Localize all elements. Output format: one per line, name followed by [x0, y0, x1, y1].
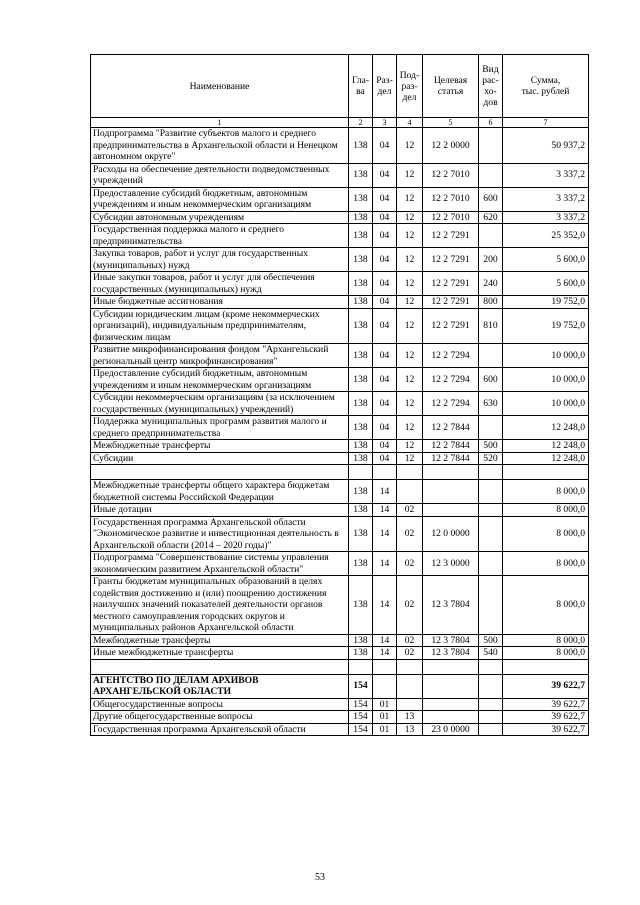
- subsection-cell: 12: [397, 272, 423, 296]
- expense-type-cell: 500: [479, 440, 503, 453]
- subsection-cell: [397, 698, 423, 711]
- table-body: [91, 128, 589, 736]
- expense-type-cell: [479, 416, 503, 440]
- chapter-cell: 154: [349, 711, 373, 724]
- chapter-cell: 154: [349, 723, 373, 736]
- chapter-cell: 154: [349, 674, 373, 698]
- section-cell: 04: [373, 368, 397, 392]
- subsection-cell: 12: [397, 344, 423, 368]
- expense-type-cell: [479, 723, 503, 736]
- empty-cell: [91, 465, 349, 480]
- chapter-cell: 138: [349, 187, 373, 211]
- target-article-cell: 12 2 7844: [423, 440, 479, 453]
- empty-cell: [503, 659, 589, 674]
- chapter-cell: 138: [349, 368, 373, 392]
- amount-cell: 10 000,0: [503, 392, 589, 416]
- target-article-cell: 12 2 7291: [423, 272, 479, 296]
- agency-heading-row: [91, 674, 589, 698]
- empty-cell: [397, 659, 423, 674]
- target-article-cell: [423, 711, 479, 724]
- section-cell: 14: [373, 647, 397, 660]
- chapter-cell: 138: [349, 416, 373, 440]
- subsection-cell: 12: [397, 187, 423, 211]
- page-number: 53: [315, 872, 325, 883]
- chapter-cell: 138: [349, 211, 373, 224]
- row-name-cell: Межбюджетные трансферты: [91, 440, 349, 453]
- target-article-cell: 12 2 7844: [423, 452, 479, 465]
- empty-cell: [423, 659, 479, 674]
- subsection-cell: 12: [397, 128, 423, 164]
- expense-type-cell: [479, 576, 503, 635]
- table-row: [91, 296, 589, 309]
- subsection-cell: 02: [397, 634, 423, 647]
- column-number: 2: [349, 118, 373, 128]
- expense-type-cell: [479, 480, 503, 504]
- table-row: [91, 211, 589, 224]
- row-name-cell: Поддержка муниципальных программ развития малого и среднего предпринимательства: [91, 416, 349, 440]
- spacer-row: [91, 659, 589, 674]
- row-name-cell: Иные закупки товаров, работ и услуг для обеспечения государственных (муниципальных) нужд: [91, 272, 349, 296]
- table-row: [91, 344, 589, 368]
- amount-cell: 3 337,2: [503, 163, 589, 187]
- row-name-cell: Субсидии: [91, 452, 349, 465]
- section-cell: 04: [373, 163, 397, 187]
- row-name-cell: Предоставление субсидий бюджетным, автономным учреждениям и иным некоммерческим организациям: [91, 368, 349, 392]
- subsection-cell: 12: [397, 440, 423, 453]
- chapter-cell: 138: [349, 296, 373, 309]
- target-article-cell: 12 2 7294: [423, 392, 479, 416]
- target-article-cell: 12 2 0000: [423, 128, 479, 164]
- row-name-cell: Общегосударственные вопросы: [91, 698, 349, 711]
- target-article-cell: 12 3 7804: [423, 576, 479, 635]
- table-row: [91, 187, 589, 211]
- target-article-cell: 12 2 7291: [423, 296, 479, 309]
- subsection-cell: 12: [397, 248, 423, 272]
- target-article-cell: 12 2 7291: [423, 308, 479, 344]
- chapter-cell: 138: [349, 392, 373, 416]
- target-article-cell: [423, 698, 479, 711]
- amount-cell: 12 248,0: [503, 452, 589, 465]
- row-name-cell: Субсидии юридическим лицам (кроме некоммерческих организаций), индивидуальным предпринимателям, физическим лицам: [91, 308, 349, 344]
- amount-cell: 19 752,0: [503, 296, 589, 309]
- header-amount: Сумма, тыс. рублей: [503, 55, 589, 118]
- target-article-cell: 12 2 7844: [423, 416, 479, 440]
- table-row: [91, 224, 589, 248]
- row-name-cell: Иные дотации: [91, 504, 349, 517]
- amount-cell: 8 000,0: [503, 480, 589, 504]
- row-name-cell: Подпрограмма "Совершенствование системы управления экономическим развитием Архангельской области": [91, 552, 349, 576]
- chapter-cell: 138: [349, 272, 373, 296]
- column-number: 7: [503, 118, 589, 128]
- row-name-cell: Гранты бюджетам муниципальных образований в целях содействия достижению и (или) поощрению достижения наилучших значений показателей деятельности органов местного самоуправления городских округов и муниципальных районов Архангельской области: [91, 576, 349, 635]
- subsection-cell: 12: [397, 416, 423, 440]
- expense-type-cell: 600: [479, 368, 503, 392]
- table-row: [91, 504, 589, 517]
- row-name-cell: Межбюджетные трансферты общего характера бюджетам бюджетной системы Российской Федерации: [91, 480, 349, 504]
- section-cell: 04: [373, 344, 397, 368]
- target-article-cell: [423, 674, 479, 698]
- subsection-cell: 02: [397, 576, 423, 635]
- chapter-cell: 138: [349, 344, 373, 368]
- section-cell: 04: [373, 296, 397, 309]
- amount-cell: 8 000,0: [503, 552, 589, 576]
- section-cell: 04: [373, 211, 397, 224]
- section-cell: 01: [373, 698, 397, 711]
- expense-type-cell: [479, 163, 503, 187]
- header-chapter: Гла- ва: [349, 55, 373, 118]
- subsection-cell: 12: [397, 163, 423, 187]
- chapter-cell: 138: [349, 163, 373, 187]
- expense-type-cell: [479, 504, 503, 517]
- empty-cell: [423, 465, 479, 480]
- section-cell: 04: [373, 128, 397, 164]
- target-article-cell: 12 2 7010: [423, 163, 479, 187]
- row-name-cell: Государственная программа Архангельской области "Экономическое развитие и инвестиционная деятельность в Архангельской области (2014 – 2020 годы)": [91, 516, 349, 552]
- target-article-cell: 12 3 7804: [423, 634, 479, 647]
- row-name-cell: Государственная программа Архангельской области: [91, 723, 349, 736]
- expense-type-cell: [479, 674, 503, 698]
- chapter-cell: 138: [349, 647, 373, 660]
- amount-cell: 12 248,0: [503, 416, 589, 440]
- section-cell: 04: [373, 452, 397, 465]
- section-cell: 04: [373, 248, 397, 272]
- target-article-cell: 12 2 7291: [423, 248, 479, 272]
- table-row: [91, 368, 589, 392]
- header-subsection: Под- раз- дел: [397, 55, 423, 118]
- header-row: [91, 55, 589, 118]
- section-cell: 01: [373, 711, 397, 724]
- expense-type-cell: [479, 698, 503, 711]
- expense-type-cell: 200: [479, 248, 503, 272]
- target-article-cell: 12 2 7294: [423, 368, 479, 392]
- amount-cell: 5 600,0: [503, 272, 589, 296]
- row-name-cell: Закупка товаров, работ и услуг для государственных (муниципальных) нужд: [91, 248, 349, 272]
- table-row: [91, 416, 589, 440]
- row-name-cell: Иные межбюджетные трансферты: [91, 647, 349, 660]
- chapter-cell: 138: [349, 128, 373, 164]
- amount-cell: 12 248,0: [503, 440, 589, 453]
- expense-type-cell: 240: [479, 272, 503, 296]
- subsection-cell: 12: [397, 368, 423, 392]
- subsection-cell: 02: [397, 552, 423, 576]
- header-expense-type: Вид рас- хо- дов: [479, 55, 503, 118]
- section-cell: 01: [373, 723, 397, 736]
- amount-cell: 50 937,2: [503, 128, 589, 164]
- column-number: 4: [397, 118, 423, 128]
- target-article-cell: 12 2 7010: [423, 187, 479, 211]
- chapter-cell: 138: [349, 248, 373, 272]
- budget-table: [90, 54, 589, 736]
- subsection-cell: 12: [397, 211, 423, 224]
- column-number: 1: [91, 118, 349, 128]
- target-article-cell: 12 2 7294: [423, 344, 479, 368]
- chapter-cell: 138: [349, 440, 373, 453]
- empty-cell: [349, 659, 373, 674]
- expense-type-cell: [479, 552, 503, 576]
- section-cell: 04: [373, 440, 397, 453]
- header-name: Наименование: [91, 55, 349, 118]
- target-article-cell: 12 3 7804: [423, 647, 479, 660]
- subsection-cell: 12: [397, 224, 423, 248]
- table-row: [91, 576, 589, 635]
- section-cell: 14: [373, 576, 397, 635]
- table-row: [91, 634, 589, 647]
- section-cell: 14: [373, 504, 397, 517]
- section-cell: 04: [373, 224, 397, 248]
- header-target-article: Целевая статья: [423, 55, 479, 118]
- expense-type-cell: [479, 516, 503, 552]
- table-row: [91, 552, 589, 576]
- empty-cell: [479, 659, 503, 674]
- amount-cell: 10 000,0: [503, 344, 589, 368]
- section-cell: 04: [373, 187, 397, 211]
- expense-type-cell: 810: [479, 308, 503, 344]
- chapter-cell: 154: [349, 698, 373, 711]
- column-number-row: [91, 118, 589, 128]
- section-cell: 04: [373, 416, 397, 440]
- amount-cell: 3 337,2: [503, 211, 589, 224]
- amount-cell: 39 622,7: [503, 698, 589, 711]
- column-number: 3: [373, 118, 397, 128]
- expense-type-cell: [479, 224, 503, 248]
- amount-cell: 3 337,2: [503, 187, 589, 211]
- subsection-cell: 02: [397, 516, 423, 552]
- empty-cell: [503, 465, 589, 480]
- amount-cell: 39 622,7: [503, 711, 589, 724]
- expense-type-cell: [479, 344, 503, 368]
- row-name-cell: Государственная поддержка малого и среднего предпринимательства: [91, 224, 349, 248]
- table-row: [91, 723, 589, 736]
- target-article-cell: [423, 480, 479, 504]
- expense-type-cell: 800: [479, 296, 503, 309]
- amount-cell: 25 352,0: [503, 224, 589, 248]
- table-row: [91, 452, 589, 465]
- chapter-cell: 138: [349, 480, 373, 504]
- subsection-cell: 13: [397, 711, 423, 724]
- section-cell: [373, 674, 397, 698]
- chapter-cell: 138: [349, 224, 373, 248]
- subsection-cell: 13: [397, 723, 423, 736]
- section-cell: 14: [373, 552, 397, 576]
- row-name-cell: Иные бюджетные ассигнования: [91, 296, 349, 309]
- chapter-cell: 138: [349, 504, 373, 517]
- table-row: [91, 711, 589, 724]
- amount-cell: 39 622,7: [503, 674, 589, 698]
- table-row: [91, 163, 589, 187]
- row-name-cell: АГЕНТСТВО ПО ДЕЛАМ АРХИВОВ АРХАНГЕЛЬСКОЙ ОБЛАСТИ: [91, 674, 349, 698]
- section-cell: 04: [373, 308, 397, 344]
- row-name-cell: Предоставление субсидий бюджетным, автономным учреждениям и иным некоммерческим организациям: [91, 187, 349, 211]
- expense-type-cell: 630: [479, 392, 503, 416]
- target-article-cell: 23 0 0000: [423, 723, 479, 736]
- amount-cell: 39 622,7: [503, 723, 589, 736]
- expense-type-cell: 540: [479, 647, 503, 660]
- amount-cell: 8 000,0: [503, 504, 589, 517]
- target-article-cell: 12 0 0000: [423, 516, 479, 552]
- amount-cell: 10 000,0: [503, 368, 589, 392]
- section-cell: 14: [373, 634, 397, 647]
- subsection-cell: 12: [397, 392, 423, 416]
- subsection-cell: 02: [397, 647, 423, 660]
- column-number: 6: [479, 118, 503, 128]
- empty-cell: [479, 465, 503, 480]
- table-row: [91, 516, 589, 552]
- spacer-row: [91, 465, 589, 480]
- expense-type-cell: [479, 711, 503, 724]
- row-name-cell: Субсидии автономным учреждениям: [91, 211, 349, 224]
- chapter-cell: 138: [349, 516, 373, 552]
- section-cell: 04: [373, 272, 397, 296]
- row-name-cell: Субсидии некоммерческим организациям (за исключением государственных (муниципальных) учреждений): [91, 392, 349, 416]
- subsection-cell: [397, 480, 423, 504]
- table-row: [91, 647, 589, 660]
- amount-cell: 19 752,0: [503, 308, 589, 344]
- amount-cell: 8 000,0: [503, 634, 589, 647]
- empty-cell: [397, 465, 423, 480]
- chapter-cell: 138: [349, 552, 373, 576]
- row-name-cell: Расходы на обеспечение деятельности подведомственных учреждений: [91, 163, 349, 187]
- expense-type-cell: 600: [479, 187, 503, 211]
- expense-type-cell: 620: [479, 211, 503, 224]
- column-number: 5: [423, 118, 479, 128]
- expense-type-cell: [479, 128, 503, 164]
- subsection-cell: 12: [397, 296, 423, 309]
- row-name-cell: Другие общегосударственные вопросы: [91, 711, 349, 724]
- amount-cell: 8 000,0: [503, 647, 589, 660]
- chapter-cell: 138: [349, 452, 373, 465]
- chapter-cell: 138: [349, 634, 373, 647]
- amount-cell: 8 000,0: [503, 576, 589, 635]
- target-article-cell: 12 3 0000: [423, 552, 479, 576]
- table-row: [91, 480, 589, 504]
- table-row: [91, 440, 589, 453]
- row-name-cell: Подпрограмма "Развитие субъектов малого и среднего предпринимательства в Архангельской области и Ненецком автономном округе": [91, 128, 349, 164]
- target-article-cell: 12 2 7291: [423, 224, 479, 248]
- subsection-cell: [397, 674, 423, 698]
- table-row: [91, 128, 589, 164]
- table-row: [91, 248, 589, 272]
- amount-cell: 5 600,0: [503, 248, 589, 272]
- target-article-cell: [423, 504, 479, 517]
- table-row: [91, 392, 589, 416]
- expense-type-cell: 520: [479, 452, 503, 465]
- section-cell: 14: [373, 516, 397, 552]
- amount-cell: 8 000,0: [503, 516, 589, 552]
- empty-cell: [373, 659, 397, 674]
- chapter-cell: 138: [349, 576, 373, 635]
- chapter-cell: 138: [349, 308, 373, 344]
- empty-cell: [373, 465, 397, 480]
- expense-type-cell: 500: [479, 634, 503, 647]
- table-row: [91, 698, 589, 711]
- row-name-cell: Развитие микрофинансирования фондом "Архангельский региональный центр микрофинансирования": [91, 344, 349, 368]
- target-article-cell: 12 2 7010: [423, 211, 479, 224]
- subsection-cell: 12: [397, 308, 423, 344]
- empty-cell: [91, 659, 349, 674]
- row-name-cell: Межбюджетные трансферты: [91, 634, 349, 647]
- subsection-cell: 02: [397, 504, 423, 517]
- table-row: [91, 308, 589, 344]
- table-row: [91, 272, 589, 296]
- subsection-cell: 12: [397, 452, 423, 465]
- section-cell: 04: [373, 392, 397, 416]
- section-cell: 14: [373, 480, 397, 504]
- empty-cell: [349, 465, 373, 480]
- header-section: Раз- дел: [373, 55, 397, 118]
